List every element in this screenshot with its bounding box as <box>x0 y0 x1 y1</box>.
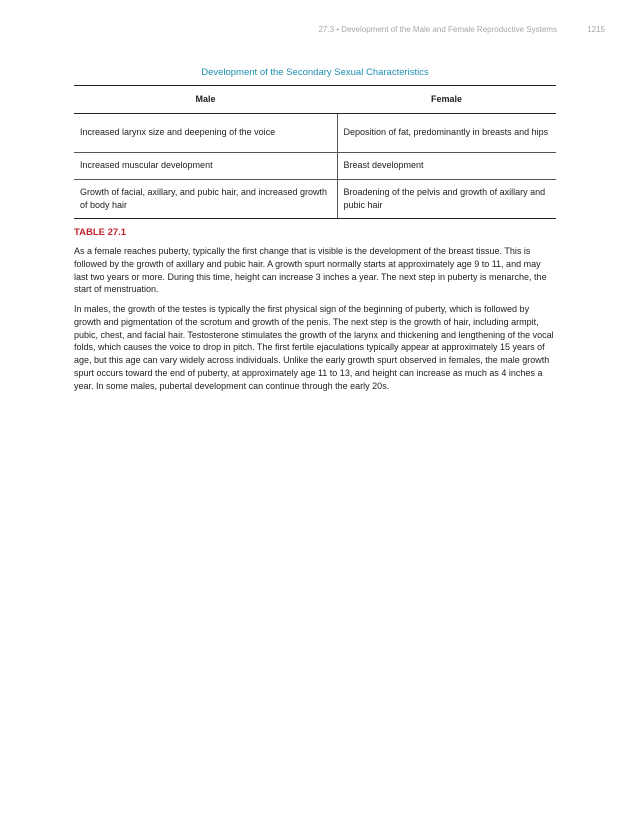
table-row <box>74 153 556 180</box>
table-cell-female: Breast development <box>337 153 556 180</box>
secondary-sexual-characteristics-table <box>74 85 556 219</box>
table-cell-male: Increased larynx size and deepening of the voice <box>74 114 337 153</box>
column-header-female: Female <box>337 86 556 114</box>
table-cell-female: Deposition of fat, predominantly in breasts and hips <box>337 114 556 153</box>
running-header <box>0 25 605 34</box>
table-label: TABLE 27.1 <box>74 227 127 238</box>
table-header-row <box>74 86 556 114</box>
table-title: Development of the Secondary Sexual Characteristics <box>201 67 429 78</box>
section-title: 27.3 • Development of the Male and Female Reproductive Systems <box>318 25 557 34</box>
table-row <box>74 114 556 153</box>
table-cell-female: Broadening of the pelvis and growth of axillary and pubic hair <box>337 180 556 219</box>
table-cell-male: Increased muscular development <box>74 153 337 180</box>
table-row <box>74 180 556 219</box>
table-cell-male: Growth of facial, axillary, and pubic hair, and increased growth of body hair <box>74 180 337 219</box>
column-header-male: Male <box>74 86 337 114</box>
page-number: 1215 <box>587 25 605 34</box>
paragraph-female-puberty: As a female reaches puberty, typically the first change that is visible is the development of the breast tissue. This is followed by the growth of axillary and pubic hair. A growth spurt normally starts at approximately age 9 to 11, and may last two years or more. During this time, height can increase 3 inches a year. The next step in puberty is menarche, the start of menstruation. <box>74 246 547 295</box>
paragraph-male-puberty: In males, the growth of the testes is typically the first physical sign of the beginning of puberty, which is followed by growth and pigmentation of the scrotum and growth of the penis. The next step is the growth of hair, including armpit, pubic, chest, and facial hair. Testosterone stimulates the growth of the larynx and thickening and lengthening of the vocal folds, which causes the voice to drop in pitch. The first fertile ejaculations typically appear at approximately 15 years of age, but this age can vary widely across individuals. Unlike the early growth spurt observed in females, the male growth spurt occurs toward the end of puberty, at approximately age 11 to 13, and height can increase as much as 4 inches a year. In some males, pubertal development can continue through the early 20s. <box>74 304 554 391</box>
